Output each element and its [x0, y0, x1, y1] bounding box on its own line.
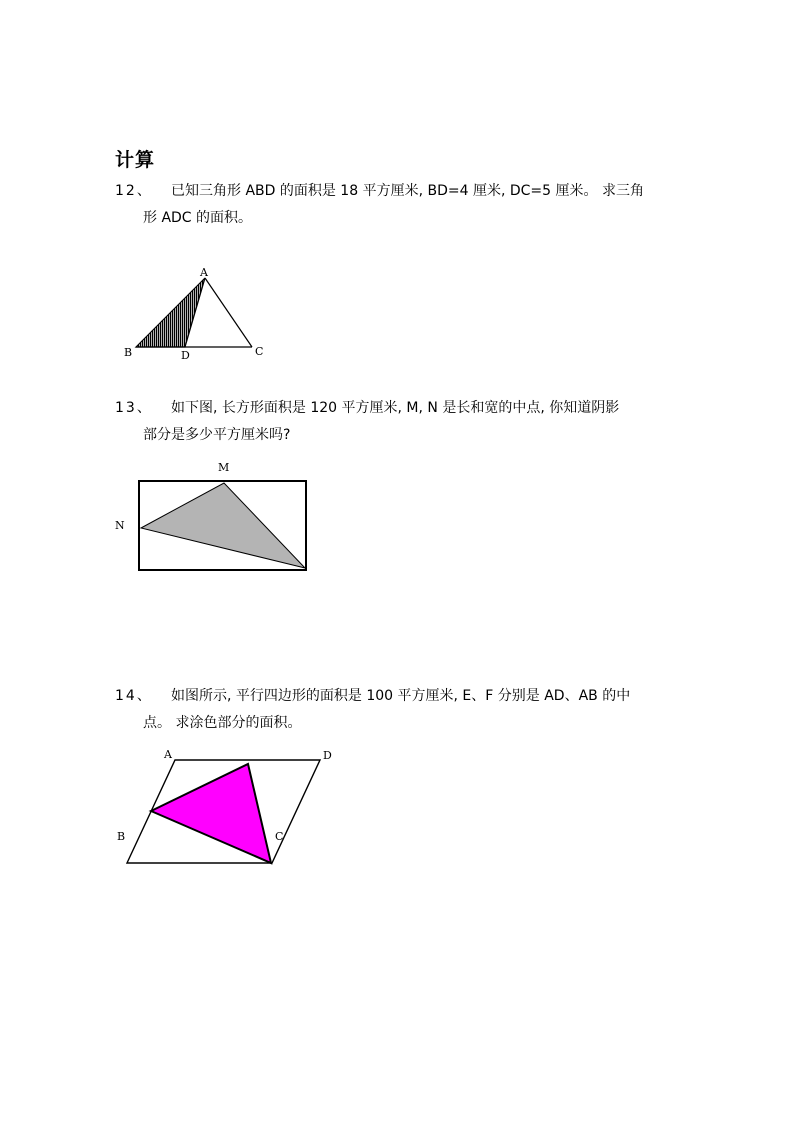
question-text-line2: 形 ADC 的面积。: [143, 210, 253, 226]
label-d: D: [323, 749, 332, 762]
question-text-line2: 点。 求涂色部分的面积。: [143, 715, 302, 731]
question-number: 13、: [115, 400, 153, 416]
figure-parallelogram: [110, 745, 345, 870]
label-b: B: [124, 346, 133, 359]
label-m: M: [218, 461, 230, 474]
label-d: D: [181, 349, 190, 362]
figure-triangle-abdc: [110, 262, 280, 364]
figure-rectangle: [110, 456, 320, 576]
shaded-triangle-abd: [136, 278, 205, 347]
question-number: 14、: [115, 688, 153, 704]
question-text-line1: 如图所示, 平行四边形的面积是 100 平方厘米, E、F 分别是 AD、AB 的中: [171, 688, 631, 704]
side-ac: [205, 278, 252, 347]
label-n: N: [115, 519, 125, 532]
question-text-line1: 如下图, 长方形面积是 120 平方厘米, M, N 是长和宽的中点, 你知道阴影: [171, 400, 620, 416]
label-b: B: [117, 830, 126, 843]
label-a: A: [200, 266, 208, 279]
label-a: A: [164, 748, 172, 761]
question-text-line2: 部分是多少平方厘米吗?: [143, 427, 291, 443]
question-text-line1: 已知三角形 ABD 的面积是 18 平方厘米, BD=4 厘米, DC=5 厘米。 求三角: [171, 183, 644, 199]
label-c: C: [275, 830, 284, 843]
label-c: C: [255, 345, 264, 358]
question-number: 12、: [115, 183, 153, 199]
section-heading: 计算: [115, 149, 156, 171]
